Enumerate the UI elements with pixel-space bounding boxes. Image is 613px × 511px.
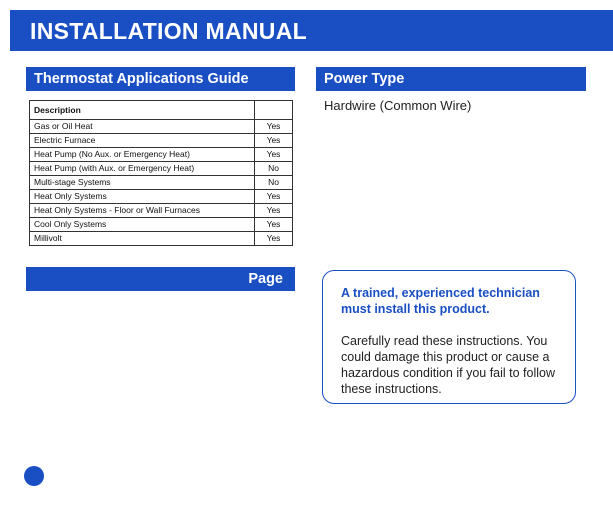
power-type-value: Hardwire (Common Wire) [324, 98, 472, 113]
row-description: Heat Pump (with Aux. or Emergency Heat) [30, 162, 255, 176]
warning-heading: A trained, experienced technician must install this product. [341, 286, 540, 316]
power-type-heading-bar [316, 67, 586, 91]
table-row [30, 148, 293, 162]
page-title: INSTALLATION MANUAL [30, 18, 307, 44]
row-value: Yes [255, 218, 293, 232]
page-marker-dot [24, 466, 44, 486]
row-value: Yes [255, 120, 293, 134]
row-description: Multi-stage Systems [30, 176, 255, 190]
warning-body: Carefully read these instructions. You could damage this product or cause a hazardous condition if you fail to follow these instructions. [341, 334, 556, 396]
table-row [30, 218, 293, 232]
row-description: Heat Only Systems [30, 190, 255, 204]
row-description: Heat Pump (No Aux. or Emergency Heat) [30, 148, 255, 162]
row-value: No [255, 162, 293, 176]
table-row [30, 134, 293, 148]
warning-box [322, 270, 576, 404]
row-value: Yes [255, 148, 293, 162]
row-description: Electric Furnace [30, 134, 255, 148]
description-column-header: Description [30, 101, 255, 120]
header-banner [10, 10, 613, 51]
power-type-heading: Power Type [324, 71, 405, 87]
page-heading: Page [248, 271, 283, 287]
applications-guide-heading-bar [26, 67, 295, 91]
table-row [30, 232, 293, 246]
table-row [30, 204, 293, 218]
row-value: No [255, 176, 293, 190]
applications-guide-heading: Thermostat Applications Guide [34, 71, 249, 87]
row-value: Yes [255, 204, 293, 218]
row-value: Yes [255, 134, 293, 148]
row-value: Yes [255, 232, 293, 246]
row-description: Cool Only Systems [30, 218, 255, 232]
row-description: Gas or Oil Heat [30, 120, 255, 134]
table-row [30, 162, 293, 176]
value-column-header [255, 101, 293, 120]
page-heading-bar [26, 267, 295, 291]
applications-guide-table [29, 100, 293, 246]
row-value: Yes [255, 190, 293, 204]
row-description: Heat Only Systems - Floor or Wall Furnaces [30, 204, 255, 218]
applications-guide-rows [30, 120, 293, 246]
table-header-row [30, 101, 293, 120]
table-row [30, 120, 293, 134]
row-description: Millivolt [30, 232, 255, 246]
table-row [30, 190, 293, 204]
table-row [30, 176, 293, 190]
